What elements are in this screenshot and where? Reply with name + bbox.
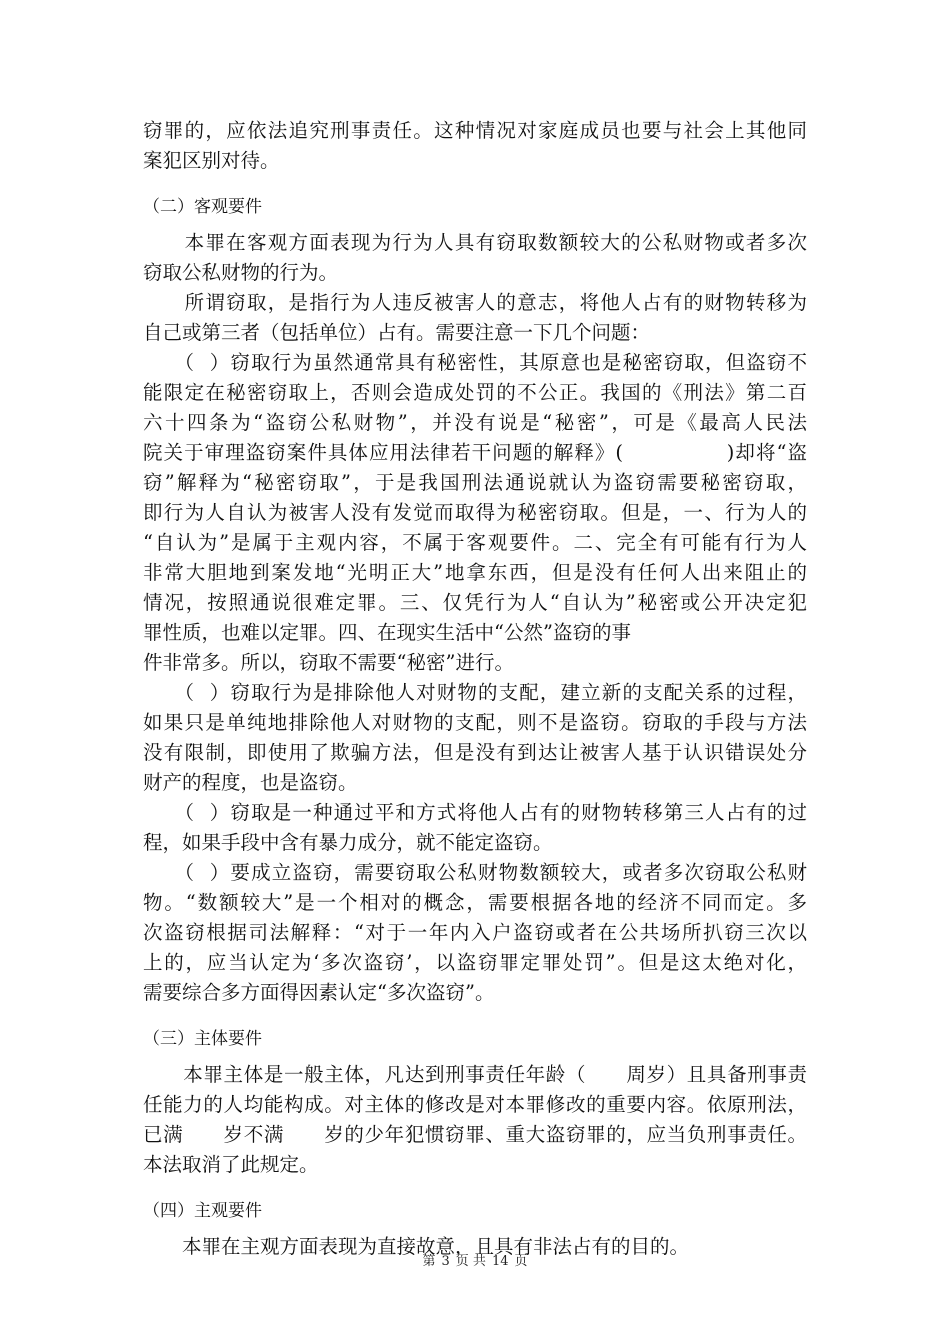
- text-line: （ ）窃取行为是排除他人对财物的支配，建立新的支配关系的过程，: [143, 681, 807, 704]
- text-line: 本法取消了此规定。: [143, 1153, 319, 1176]
- document-body: [143, 116, 807, 1262]
- text-line: 如果只是单纯地排除他人对财物的支配，则不是盗窃。窃取的手段与方法: [143, 711, 807, 734]
- text-line: 院关于审理盗窃案件具体应用法律若干问题的解释》( )却将“盗: [143, 441, 807, 464]
- text-line: 本罪在客观方面表现为行为人具有窃取数额较大的公私财物或者多次: [143, 231, 807, 254]
- text-line: 上的，应当认定为‘多次盗窃’，以盗窃罪定罪处罚”。但是这太绝对化，: [143, 951, 807, 974]
- text-line: 任能力的人均能构成。对主体的修改是对本罪修改的重要内容。依原刑法，: [143, 1093, 807, 1116]
- text-line: “自认为”是属于主观内容，不属于客观要件。二、完全有可能有行为人: [143, 531, 807, 554]
- text-line: 已满 岁不满 岁的少年犯惯窃罪、重大盗窃罪的，应当负刑事责任。: [143, 1123, 807, 1146]
- text-line: 即行为人自认为被害人没有发觉而取得为秘密窃取。但是，一、行为人的: [143, 501, 807, 524]
- footer-middle: 页 共: [455, 1254, 486, 1269]
- text-line: 窃取公私财物的行为。: [143, 261, 339, 284]
- section-heading-objective: （二）客观要件: [143, 197, 262, 217]
- text-line: 六十四条为“盗窃公私财物”，并没有说是“秘密”，可是《最高人民法: [143, 411, 807, 434]
- text-line: 次盗窃根据司法解释：“对于一年内入户盗窃或者在公共场所扒窃三次以: [143, 921, 807, 944]
- text-line: 财产的程度，也是盗窃。: [143, 771, 358, 794]
- text-line: 自己或第三者（包括单位）占有。需要注意一下几个问题：: [143, 321, 651, 344]
- section-heading-subject: （三）主体要件: [143, 1029, 262, 1049]
- text-line: 窃”解释为“秘密窃取”，于是我国刑法通说就认为盗窃需要秘密窃取，: [143, 471, 807, 494]
- text-line: 罪性质，也难以定罪。四、在现实生活中“公然”盗窃的事: [143, 621, 631, 644]
- text-line: 情况，按照通说很难定罪。三、仅凭行为人“自认为”秘密或公开决定犯: [143, 591, 807, 614]
- text-line: 窃罪的，应依法追究刑事责任。这种情况对家庭成员也要与社会上其他同: [143, 119, 807, 142]
- text-line: 案犯区别对待。: [143, 149, 280, 172]
- text-line: 件非常多。所以，窃取不需要“秘密”进行。: [143, 651, 514, 674]
- text-line: 所谓窃取，是指行为人违反被害人的意志，将他人占有的财物转移为: [143, 291, 807, 314]
- footer-total-pages: 14: [491, 1254, 509, 1269]
- text-line: 能限定在秘密窃取上，否则会造成处罚的不公正。我国的《刑法》第二百: [143, 381, 807, 404]
- text-line: 需要综合多方面得因素认定“多次盗窃”。: [143, 981, 495, 1004]
- text-line: 本罪主体是一般主体，凡达到刑事责任年龄（ 周岁）且具备刑事责: [143, 1063, 807, 1086]
- text-line: （ ）窃取是一种通过平和方式将他人占有的财物转移第三人占有的过: [143, 801, 807, 824]
- text-line: 没有限制，即使用了欺骗方法，但是没有到达让被害人基于认识错误处分: [143, 741, 807, 764]
- text-line: 程，如果手段中含有暴力成分，就不能定盗窃。: [143, 831, 553, 854]
- section-heading-subjective: （四）主观要件: [143, 1201, 262, 1221]
- text-line: 物。“数额较大”是一个相对的概念，需要根据各地的经济不同而定。多: [143, 891, 807, 914]
- text-line: （ ）窃取行为虽然通常具有秘密性，其原意也是秘密窃取，但盗窃不: [143, 351, 807, 374]
- page-footer: [0, 1250, 950, 1269]
- footer-prefix: 第: [422, 1254, 436, 1269]
- text-line: 本罪在主观方面表现为直接故意，且具有非法占有的目的。: [143, 1235, 690, 1258]
- text-line: （ ）要成立盗窃，需要窃取公私财物数额较大，或者多次窃取公私财: [143, 861, 807, 884]
- footer-page-number: 3: [441, 1254, 450, 1269]
- footer-suffix: 页: [514, 1254, 528, 1269]
- text-line: 非常大胆地到案发地“光明正大”地拿东西，但是没有任何人出来阻止的: [143, 561, 807, 584]
